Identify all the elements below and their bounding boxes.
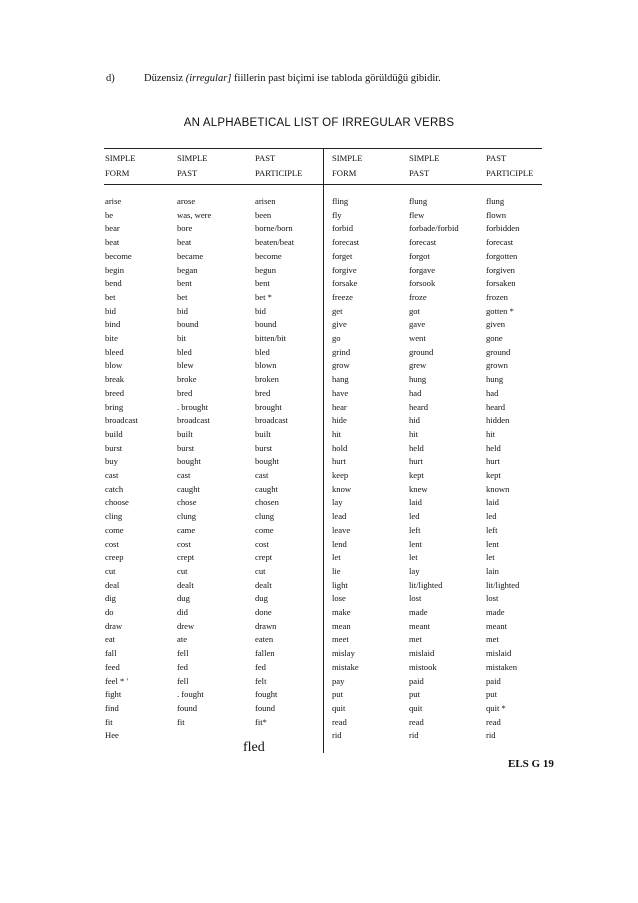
table-cell: forsake (332, 278, 358, 289)
table-cell: grew (409, 360, 427, 371)
table-cell: bled (255, 346, 270, 357)
table-row (104, 621, 542, 634)
table-cell: held (486, 442, 501, 453)
table-cell: caught (255, 483, 278, 494)
table-cell: been (255, 209, 272, 220)
table-cell: cut (105, 565, 116, 576)
table-row (104, 223, 542, 236)
table-cell: dig (105, 593, 116, 604)
header-past-participle: PAST PARTICIPLE (255, 153, 303, 178)
table-cell: mislaid (409, 648, 435, 659)
table-cell: beaten/beat (255, 237, 295, 248)
table-cell: dealt (255, 579, 272, 590)
table-cell: bet * (255, 291, 272, 302)
table-cell: bred (177, 387, 193, 398)
table-row (104, 484, 542, 497)
table-row (104, 415, 542, 428)
table-cell: arose (177, 196, 196, 206)
table-row (104, 566, 542, 579)
table-cell: left (486, 524, 498, 535)
table-cell: mistaken (486, 661, 518, 672)
table-cell: dug (177, 593, 190, 604)
table-cell: felt (255, 675, 267, 686)
table-cell: went (409, 333, 426, 343)
table-cell: dealt (177, 579, 194, 590)
table-cell: forgot (409, 250, 430, 261)
table-cell: came (177, 524, 196, 535)
table-cell: ground (486, 346, 511, 357)
table-cell: hurt (409, 456, 423, 467)
table-cell: flown (486, 209, 507, 220)
stray-mark: fled (243, 740, 265, 755)
table-cell: bore (177, 223, 193, 234)
table-row (104, 402, 542, 415)
table-cell: meet (332, 634, 349, 645)
table-cell: cost (177, 538, 191, 549)
table-cell: get (332, 305, 343, 316)
table-cell: cost (255, 538, 269, 549)
table-cell: mistook (409, 661, 437, 672)
table-cell: fought (255, 689, 278, 700)
table-cell: bear (105, 223, 120, 234)
table-cell: frozen (486, 291, 508, 302)
table-cell: bend (105, 278, 122, 289)
table-cell: arise (105, 196, 122, 206)
table-cell: burst (105, 442, 123, 453)
table-cell: fight (105, 689, 122, 700)
table-cell: bid (177, 305, 188, 316)
table-cell: met (409, 634, 422, 645)
table-cell: cost (105, 538, 119, 549)
table-row (104, 662, 542, 675)
table-cell: crept (177, 552, 195, 563)
table-cell: fit (105, 716, 113, 727)
table-cell: did (177, 607, 188, 617)
table-cell: chose (177, 497, 197, 508)
table-row (104, 265, 542, 278)
table-cell: brought (255, 401, 282, 412)
table-cell: choose (105, 497, 129, 508)
table-cell: gotten * (486, 305, 514, 316)
table-cell: bound (177, 319, 199, 330)
table-cell: gave (409, 319, 426, 330)
table-cell: lit/lighted (409, 579, 443, 590)
table-cell: leave (332, 524, 351, 535)
table-cell: give (332, 319, 347, 330)
table-title: AN ALPHABETICAL LIST OF IRREGULAR VERBS (183, 117, 455, 129)
table-cell: hurt (486, 456, 500, 467)
table-cell: deal (105, 579, 120, 590)
table-cell: flung (409, 196, 428, 206)
table-cell: fell (177, 648, 189, 659)
table-cell: lay (409, 565, 420, 576)
table-cell: broke (177, 374, 197, 385)
table-cell: be (105, 209, 114, 220)
table-cell: bit (177, 333, 187, 343)
table-row (104, 374, 542, 387)
table-cell: forgave (409, 264, 436, 275)
table-cell: kept (409, 470, 424, 480)
table-row (104, 689, 542, 702)
table-cell: draw (105, 620, 123, 631)
table-cell: rid (332, 730, 342, 741)
table-row (104, 539, 542, 552)
table-cell: fit (177, 716, 185, 727)
table-cell: lost (486, 593, 499, 604)
table-row (104, 634, 542, 647)
table-cell: freeze (332, 291, 353, 302)
table-cell: broken (255, 374, 279, 385)
table-cell: bid (105, 305, 116, 316)
table-cell: began (177, 264, 198, 275)
table-row (104, 333, 542, 346)
table-cell: eat (105, 634, 116, 645)
table-cell: burst (255, 442, 273, 453)
table-cell: meant (409, 620, 430, 631)
table-cell: forsook (409, 278, 436, 289)
table-cell: beat (177, 237, 192, 248)
table-cell: hung (409, 374, 427, 385)
table-cell: bent (255, 278, 270, 289)
table-cell: hit (486, 428, 496, 439)
table-cell: let (486, 552, 495, 563)
table-cell: bitten/bit (255, 333, 287, 343)
table-row (104, 292, 542, 305)
table-cell: bled (177, 346, 192, 357)
table-cell: bet (177, 291, 188, 302)
table-cell: do (105, 607, 114, 617)
table-cell: forecast (486, 237, 514, 248)
table-cell: begin (105, 264, 125, 275)
table-cell: done (255, 607, 272, 617)
table-cell: crept (255, 552, 273, 563)
intro-italic: (irregular] (185, 73, 232, 84)
header-simple-form-2: SIMPLE FORM (332, 153, 363, 178)
table-cell: broadcast (177, 415, 210, 426)
table-cell: fall (105, 648, 117, 659)
table-row (104, 552, 542, 565)
table-cell: had (486, 387, 499, 398)
table-cell: caught (177, 483, 200, 494)
table-cell: grind (332, 346, 351, 357)
table-cell: hold (332, 442, 348, 453)
table-cell: forbid (332, 223, 354, 234)
table-cell: put (409, 689, 420, 700)
table-cell: come (255, 524, 274, 535)
table-cell: clung (177, 511, 197, 522)
table-row (104, 210, 542, 223)
table-cell: keep (332, 470, 349, 480)
table-cell: bound (255, 319, 277, 330)
table-row (104, 580, 542, 593)
table-row (104, 347, 542, 360)
table-cell: begun (255, 264, 277, 275)
table-cell: knew (409, 483, 428, 494)
table-row (104, 306, 542, 319)
table-cell: . fought (177, 689, 204, 700)
table-cell: led (409, 511, 420, 522)
table-cell: made (486, 607, 505, 617)
table-row (104, 648, 542, 661)
table-cell: hear (332, 401, 347, 412)
table-cell: given (486, 319, 506, 330)
table-row (104, 319, 542, 332)
table-cell: bring (105, 401, 124, 412)
table-cell: fit* (255, 716, 267, 727)
table-cell: forecast (332, 237, 360, 248)
table-row (104, 196, 542, 209)
table-cell: held (409, 442, 424, 453)
table-cell: cut (177, 565, 188, 576)
table-cell: paid (486, 675, 501, 686)
header-bottom-rule (104, 184, 542, 185)
table-cell: read (409, 716, 424, 727)
table-cell: made (409, 607, 428, 617)
table-cell: breed (105, 387, 125, 398)
table-cell: built (255, 428, 271, 439)
table-cell: forgiven (486, 264, 515, 275)
table-cell: ground (409, 346, 434, 357)
table-cell: Hee (105, 730, 119, 741)
table-cell: forget (332, 250, 353, 261)
table-cell: eaten (255, 634, 274, 645)
table-cell: met (486, 634, 499, 645)
table-cell: hid (409, 415, 420, 426)
table-cell: cast (177, 470, 191, 480)
header-simple-past: SIMPLE PAST (177, 153, 208, 178)
table-cell: lay (332, 497, 343, 508)
table-cell: lent (486, 538, 499, 549)
table-cell: let (332, 552, 341, 563)
table-cell: found (177, 702, 198, 713)
table-cell: mislaid (486, 648, 512, 659)
table-cell: froze (409, 291, 427, 302)
table-row (104, 607, 542, 620)
table-cell: meant (486, 620, 507, 631)
table-cell: forgive (332, 264, 357, 275)
table-cell: break (105, 374, 125, 385)
intro-text-rest: fiillerin past biçimi ise tabloda görüldüğü gibidir. (231, 73, 441, 84)
table-cell: catch (105, 483, 124, 494)
table-cell: fling (332, 196, 349, 206)
table-row (104, 360, 542, 373)
table-cell: found (255, 702, 276, 713)
table-cell: quit * (486, 702, 506, 713)
table-row (104, 703, 542, 716)
table-cell: lend (332, 538, 347, 549)
table-cell: lost (409, 593, 422, 604)
table-cell: hang (332, 374, 349, 385)
table-cell: forbade/forbid (409, 223, 459, 234)
table-cell: hidden (486, 415, 510, 426)
table-cell: grown (486, 360, 508, 371)
table-row (104, 443, 542, 456)
table-row (104, 429, 542, 442)
table-cell: burst (177, 442, 195, 453)
table-cell: paid (409, 675, 424, 686)
table-cell: find (105, 702, 119, 713)
table-cell: hit (332, 428, 342, 439)
table-cell: lit/lighted (486, 579, 520, 590)
table-cell: blown (255, 360, 277, 371)
table-row (104, 676, 542, 689)
table-row (104, 593, 542, 606)
table-cell: cast (105, 470, 119, 480)
table-cell: quit (409, 702, 423, 713)
table-cell: fallen (255, 648, 275, 659)
table-cell: drew (177, 620, 195, 631)
table-cell: make (332, 607, 351, 617)
table-cell: became (177, 250, 204, 261)
table-cell: grow (332, 360, 350, 371)
table-cell: blow (105, 360, 123, 371)
header-simple-past-2: SIMPLE PAST (409, 153, 440, 178)
header-simple-form: SIMPLE FORM (105, 153, 136, 178)
table-cell: blew (177, 360, 194, 371)
table-cell: let (409, 552, 418, 563)
table-cell: hide (332, 415, 347, 426)
table-cell: flung (486, 196, 505, 206)
table-cell: put (486, 689, 497, 700)
table-cell: drawn (255, 620, 277, 631)
table-cell: laid (486, 497, 499, 508)
table-row (104, 470, 542, 483)
table-cell: lead (332, 511, 347, 522)
table-cell: lain (486, 565, 499, 576)
table-cell: beat (105, 237, 120, 248)
table-cell: become (255, 250, 282, 261)
table-cell: go (332, 333, 341, 343)
table-cell: . brought (177, 401, 209, 412)
table-cell: broadcast (105, 415, 138, 426)
table-cell: laid (409, 497, 422, 508)
table-cell: bent (177, 278, 192, 289)
table-cell: rid (409, 730, 419, 741)
table-cell: heard (409, 401, 429, 412)
table-cell: creep (105, 552, 124, 563)
table-cell: bought (177, 456, 201, 467)
table-cell: had (409, 387, 422, 398)
table-cell: bind (105, 319, 121, 330)
table-cell: got (409, 305, 420, 316)
intro-line (106, 73, 441, 84)
table-row (104, 511, 542, 524)
table-cell: was, were (177, 209, 212, 220)
table-cell: mistake (332, 661, 359, 672)
table-row (104, 525, 542, 538)
table-cell: lie (332, 565, 341, 576)
table-cell: flew (409, 209, 425, 220)
table-cell: hurt (332, 456, 346, 467)
table-cell: bought (255, 456, 279, 467)
intro-text: Düzensiz (144, 73, 186, 84)
table-cell: put (332, 689, 343, 700)
table-cell: buy (105, 456, 118, 467)
table-cell: feed (105, 661, 120, 672)
table-cell: bet (105, 291, 116, 302)
table-cell: fed (255, 661, 266, 672)
table-cell: gone (486, 333, 503, 343)
table-cell: quit (332, 702, 346, 713)
table-row (104, 730, 542, 743)
table-cell: mislay (332, 648, 355, 659)
table-cell: fly (332, 209, 342, 220)
table-cell: bid (255, 305, 266, 316)
table-cell: dug (255, 593, 268, 604)
table-cell: built (177, 428, 193, 439)
table-cell: have (332, 387, 349, 398)
table-cell: hung (486, 374, 504, 385)
table-cell: read (332, 716, 347, 727)
table-row (104, 456, 542, 469)
table-cell: become (105, 250, 132, 261)
table-cell: lose (332, 593, 346, 604)
table-cell: come (105, 524, 124, 535)
table-cell: cast (255, 470, 269, 480)
table-row (104, 388, 542, 401)
table-cell: forgotten (486, 250, 518, 261)
table-cell: forecast (409, 237, 437, 248)
table-cell: read (486, 716, 501, 727)
table-cell: bleed (105, 346, 124, 357)
page-footer: ELS G 19 (508, 758, 554, 770)
table-cell: heard (486, 401, 506, 412)
table-cell: led (486, 511, 497, 522)
table-cell: ate (177, 634, 188, 645)
table-row (104, 497, 542, 510)
table-cell: build (105, 428, 123, 439)
table-row (104, 251, 542, 264)
item-letter: d) (106, 73, 115, 84)
table-cell: bred (255, 387, 271, 398)
table-cell: feel * ' (105, 675, 129, 686)
table-cell: light (332, 579, 348, 590)
table-row (104, 278, 542, 291)
table-cell: bite (105, 333, 118, 343)
table-cell: forsaken (486, 278, 516, 289)
table-row (104, 717, 542, 730)
table-cell: borne/born (255, 223, 293, 234)
table-cell: mean (332, 620, 351, 631)
table-cell: know (332, 483, 352, 494)
table-cell: chosen (255, 497, 279, 508)
table-cell: forbidden (486, 223, 520, 234)
table-cell: hit (409, 428, 419, 439)
table-cell: fed (177, 661, 188, 672)
table-cell: fell (177, 675, 189, 686)
table-cell: rid (486, 730, 496, 741)
table-cell: lent (409, 538, 422, 549)
header-past-participle-2: PAST PARTICIPLE (486, 153, 534, 178)
table-cell: cut (255, 565, 266, 576)
table-row (104, 237, 542, 250)
table-cell: clung (255, 511, 275, 522)
table-cell: kept (486, 470, 501, 480)
table-cell: pay (332, 675, 345, 686)
table-cell: arisen (255, 196, 276, 206)
table-cell: broadcast (255, 415, 288, 426)
table-cell: cling (105, 511, 123, 522)
table-cell: known (486, 483, 510, 494)
table-cell: left (409, 524, 421, 535)
